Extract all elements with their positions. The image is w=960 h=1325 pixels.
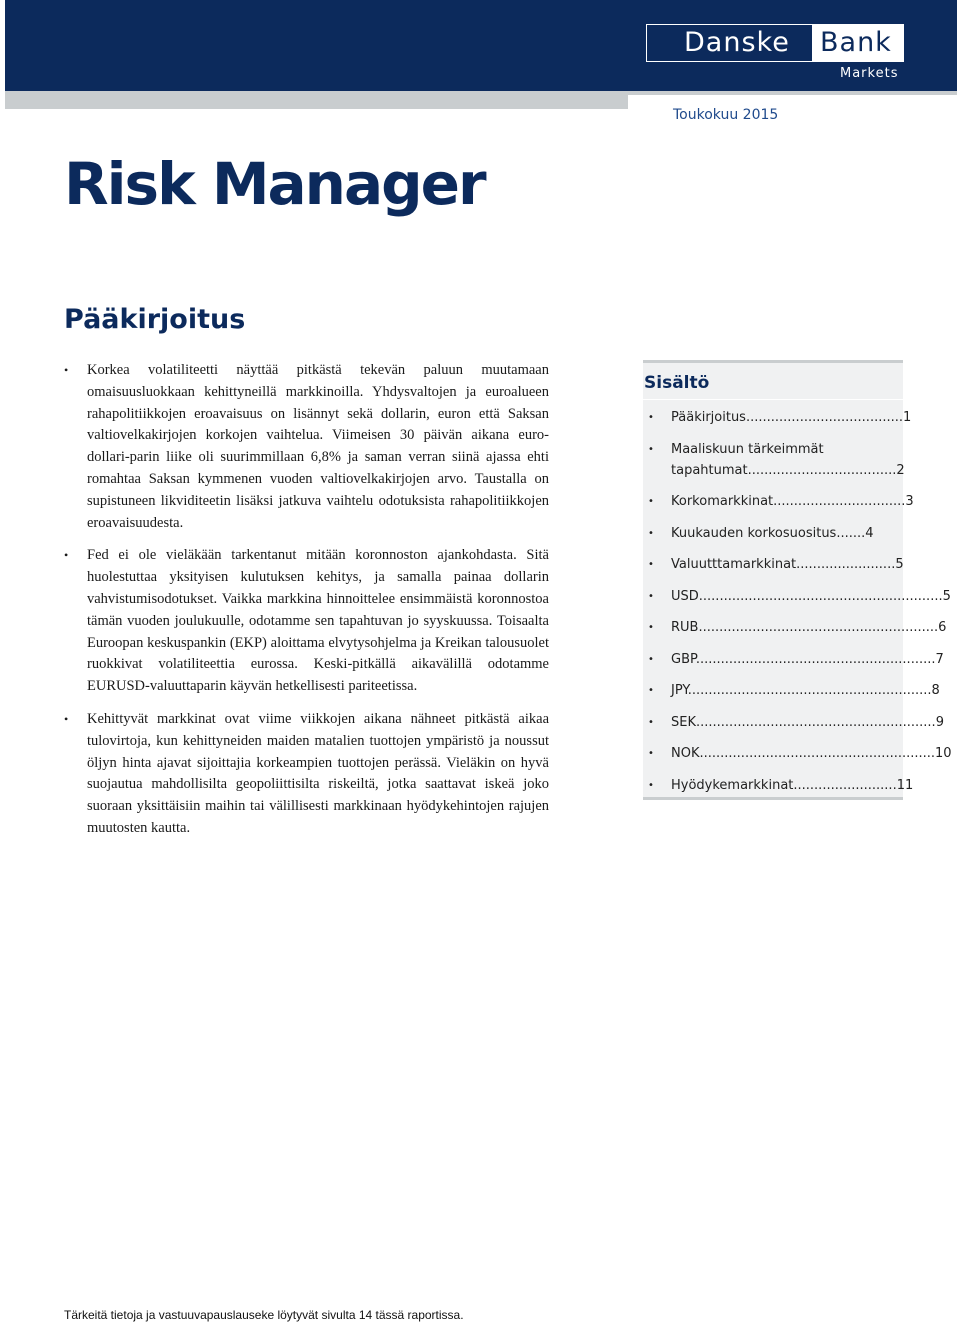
logo-bank-text: Bank: [820, 27, 892, 58]
editorial-bullet-list: [64, 360, 549, 851]
toc-item-page: 8: [931, 683, 940, 698]
bullet-icon: •: [648, 748, 654, 759]
toc-item-leader: ....................................: [747, 462, 897, 478]
toc-item-hyodykemarkkinat[interactable]: [647, 775, 914, 796]
bullet-text: Korkea volatiliteetti näyttää pitkästä tekevän paluun muutamaan omaisuusluokkaan kehittyneillä markkinoilla. Yhdysvaltojen ja euroalueen rahapolitiikkojen eroavaisuus on lisännyt sekä dollarin, euron että Saksan valtiovelkakirjojen korkojen vaihtelua. Viimeisen 30 päivän aikana euro-dollari-parin liike oli suurimmillaan 6,8% ja saman verran siinä ajassa ehti romahtaa Saksan kymmenen vuoden valtiovelkakirjojen arvo. Taustalla on supistuneen likviditeetin lisäksi jatkuva vaihtelu odotuksista rahapolitiikkojen eroavaisuudesta.: [87, 362, 549, 531]
bullet-icon: •: [648, 685, 654, 696]
bullet-icon: •: [648, 527, 654, 539]
logo-danske-text: Danske: [684, 27, 790, 58]
toc-item-nok[interactable]: [647, 743, 952, 764]
logo-markets-text: Markets: [840, 66, 899, 81]
toc-item-valuuttamarkkinat[interactable]: [647, 554, 904, 575]
toc-item-label: USD: [671, 588, 699, 604]
toc-item-label: Hyödykemarkkinat: [671, 777, 794, 793]
toc-item-jpy[interactable]: [647, 680, 940, 701]
toc-item-page: 11: [896, 777, 914, 793]
toc-item-gbp[interactable]: [647, 649, 944, 670]
toc-item-label: Kuukauden korkosuositus: [671, 525, 837, 541]
logo-bank-block: [812, 24, 904, 62]
toc-item-leader: .......: [836, 525, 866, 541]
section-heading: Pääkirjoitus: [64, 304, 246, 335]
bullet-item: [64, 709, 549, 840]
toc-item-label: Maaliskuun tärkeimmät tapahtumat: [671, 441, 824, 478]
toc-item-page: 7: [935, 651, 944, 667]
toc-item-leader: .........................: [793, 777, 897, 793]
toc-item-page: 10: [935, 746, 952, 761]
header-grey-band: [5, 91, 628, 109]
toc-item-rub[interactable]: [647, 617, 947, 638]
toc-item-usd[interactable]: [647, 586, 951, 607]
bullet-icon: •: [648, 443, 654, 455]
toc-item-label: SEK: [671, 714, 696, 730]
toc-item-leader: ......................................: [745, 410, 903, 425]
toc-item-sek[interactable]: [647, 712, 944, 733]
bullet-icon: •: [648, 622, 654, 633]
bullet-icon: •: [648, 653, 654, 665]
toc-item-page: 6: [938, 620, 947, 635]
bullet-item: [64, 545, 549, 698]
bullet-icon: •: [648, 496, 654, 507]
toc-item-label: Korkomarkkinat: [671, 494, 774, 509]
toc-item-leader: ........................: [796, 557, 896, 572]
danske-bank-logo[interactable]: [646, 24, 906, 84]
toc-item-page: 9: [935, 714, 944, 730]
bullet-icon: •: [64, 548, 69, 563]
toc-item-label: NOK: [671, 746, 700, 761]
header-grey-line: [628, 91, 957, 95]
bullet-icon: •: [64, 711, 69, 726]
toc-item-paakirjoitus[interactable]: [647, 407, 912, 428]
bullet-text: Fed ei ole vieläkään tarkentanut mitään koronnoston ajankohdasta. Sitä huolestuttaa yksityisen kulutuksen kehitys, ja samalla painaa dollarin vahvistumisodotukset. Vaikka markkina hinnoittelee ensimmäistä koronnostoa tämän vuoden joulukuulle, odotamme sen tapahtuvan jo syyskuussa. Toisaalta Euroopan keskuspankin (EKP) aloittama elvytysohjelma ja Kreikan talousuolet ruokkivat volatiliteettia eurossa. Keski-pitkällä aikavälillä odotamme EURUSD-valuuttaparin käyvän hetkellisesti pariteetissa.: [87, 547, 549, 695]
table-of-contents: [643, 360, 952, 800]
toc-item-page: 5: [895, 557, 904, 572]
toc-item-label: JPY: [671, 683, 688, 698]
bullet-icon: •: [64, 363, 69, 377]
toc-item-label: RUB: [671, 620, 699, 635]
toc-item-leader: ..........................................................: [698, 620, 939, 635]
toc-item-leader: ..........................................................: [696, 714, 936, 730]
toc-item-page: 3: [905, 494, 914, 509]
report-date: Toukokuu 2015: [673, 107, 779, 123]
toc-item-leader: .........................................................: [699, 746, 936, 761]
bullet-icon: •: [648, 559, 654, 570]
bullet-icon: •: [648, 779, 654, 791]
toc-item-label: GBP: [671, 651, 696, 667]
toc-item-leader: ...........................................................: [687, 683, 932, 698]
toc-title: Sisältö: [644, 373, 710, 393]
toc-item-page: 5: [942, 588, 951, 604]
toc-item-leader: ...........................................................: [698, 588, 943, 604]
bullet-item: [64, 360, 549, 534]
toc-item-label: Valuutttamarkkinat: [671, 557, 797, 572]
toc-divider: [643, 399, 903, 400]
toc-item-label: Pääkirjoitus: [671, 410, 746, 425]
toc-item-korkomarkkinat[interactable]: [647, 491, 914, 512]
bullet-icon: •: [648, 412, 654, 423]
toc-list: [647, 407, 952, 806]
toc-item-page: 2: [896, 462, 905, 478]
bullet-text: Kehittyvät markkinat ovat viime viikkojen aikana nähneet pitkästä aikaa tulovirtoja, kun kehittyneiden maiden matalien tuottojen ympäristö ja noussut öljyn hinta ajavat sijoittajia korkeampien tuottojen perässä. Vieläkin on hyvä suojautua mahdollisilta geopoliittisilta riskeiltä, jotka saattavat iskeä joko suoraan yksittäisiin maihin tai välillisesti markkinaan hyödykehintojen rajujen muutosten kautta.: [87, 710, 549, 836]
page-title: Risk Manager: [64, 150, 485, 218]
toc-item-maaliskuun-tarkeimmat[interactable]: [647, 439, 905, 481]
bullet-icon: •: [648, 716, 654, 728]
toc-item-korkosuositus[interactable]: [647, 523, 882, 544]
toc-item-leader: ................................: [773, 494, 906, 509]
bullet-icon: •: [648, 590, 654, 602]
disclaimer-footer: Tärkeitä tietoja ja vastuuvapauslauseke löytyvät sivulta 14 tässä raportissa.: [64, 1308, 464, 1322]
toc-item-leader: ..........................................................: [695, 651, 936, 667]
toc-item-page: 4: [865, 525, 874, 541]
toc-item-page: 1: [903, 410, 912, 425]
